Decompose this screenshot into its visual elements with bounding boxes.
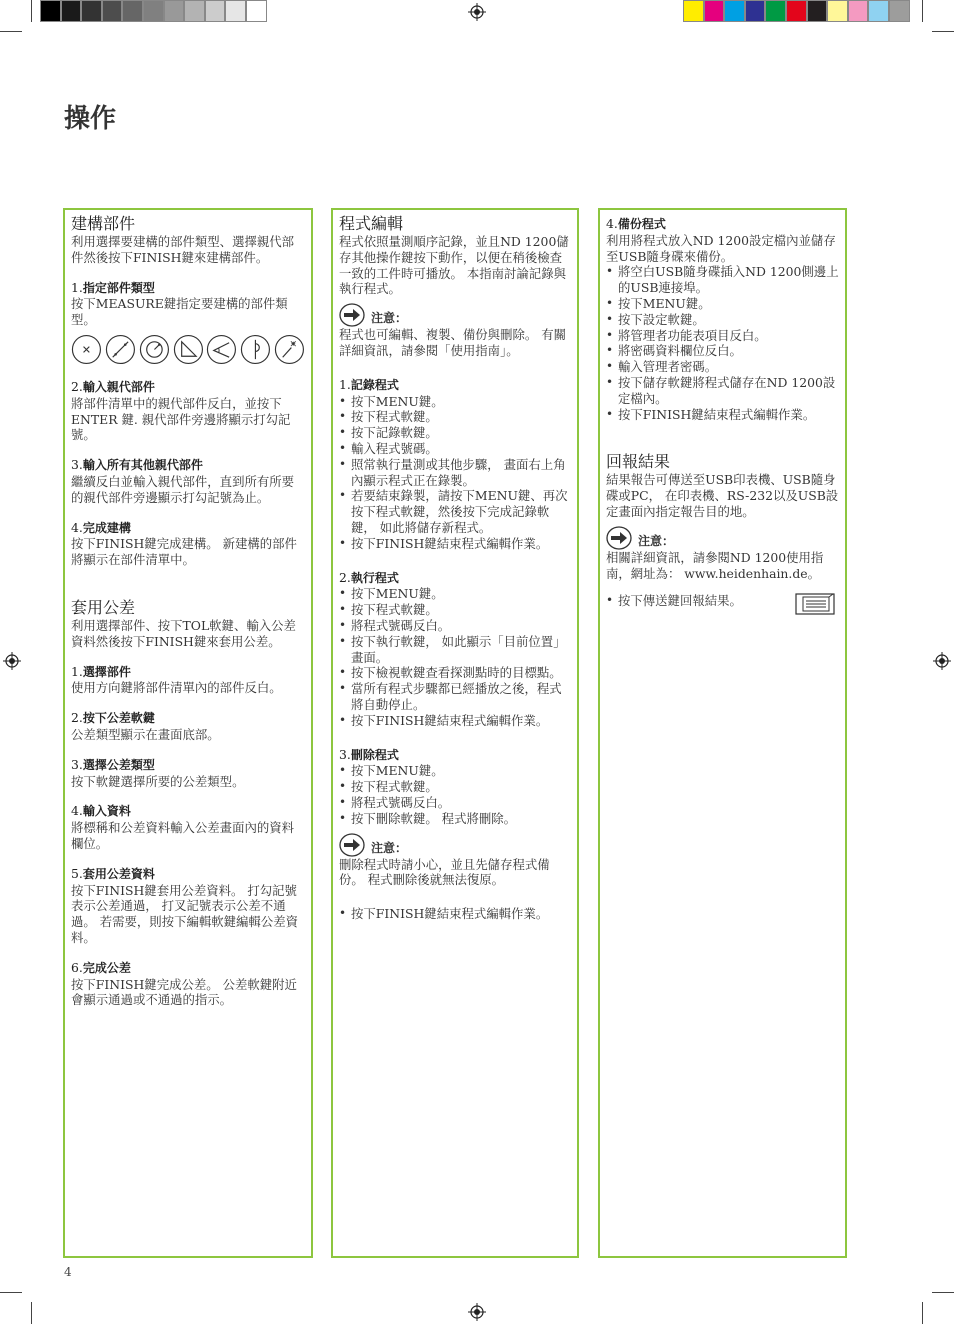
step-text: 按下MEASURE鍵指定要建構的部件類型。 (71, 296, 288, 328)
bullet-list (606, 593, 742, 609)
list-item: • 按下FINISH鍵結束程式編輯作業。 (339, 536, 571, 552)
step-title: 輸入資料 (82, 804, 131, 819)
crop-mark (31, 1302, 32, 1324)
step (71, 710, 305, 743)
step-number: 4. (71, 519, 83, 535)
bullet-list (339, 394, 571, 552)
color-swatch (164, 0, 185, 22)
feature-icons (71, 334, 305, 365)
step-number: 6. (71, 959, 83, 975)
list-item: • 按下FINISH鍵結束程式編輯作業。 (339, 906, 571, 922)
step-title: 完成建構 (82, 520, 131, 535)
color-swatch (704, 0, 725, 22)
list-item: • 按下FINISH鍵結束程式編輯作業。 (606, 407, 839, 423)
section-intro: 利用選擇要建構的部件類型、選擇親代部件然後按下FINISH鍵來建構部件。 (71, 234, 295, 265)
registration-mark-icon (468, 1303, 486, 1321)
list-item: • 按下執行軟鍵， 如此顯示「目前位置」畫面。 (339, 634, 571, 666)
registration-mark-icon (933, 652, 951, 670)
color-swatch (143, 0, 164, 22)
list-item: • 按下記錄軟鍵。 (339, 425, 571, 441)
registration-mark-icon (468, 3, 486, 21)
step-text: 繼續反白並輸入親代部件，直到所有所要的親代部件旁邊顯示打勾記號為止。 (71, 473, 295, 505)
list-item: • 按下程式軟鍵。 (339, 409, 571, 425)
color-swatch (102, 0, 123, 22)
step-text: 將標稱和公差資料輸入公差畫面內的資料欄位。 (71, 820, 295, 851)
crop-mark (922, 1302, 923, 1324)
color-swatch (81, 0, 102, 22)
crop-mark (0, 31, 22, 32)
step (71, 757, 305, 790)
point-icon (71, 334, 102, 365)
section-title: 建構部件 (71, 214, 136, 233)
step-title: 備份程式 (617, 217, 666, 231)
note-heading (606, 526, 839, 550)
list-item: • 照常執行量測或其他步驟， 畫面右上角內顯示程式正在錄製。 (339, 457, 571, 489)
color-swatch (765, 0, 786, 22)
step-text: 將部件清單中的親代部件反白，並按下 ENTER 鍵. 親代部件旁邊將顯示打勾記號。 (71, 395, 291, 443)
step-number: 5. (71, 865, 83, 881)
bullet-list (339, 586, 571, 728)
page-title: 操作 (64, 104, 117, 134)
step-number: 2. (71, 710, 83, 726)
step-number: 1. (71, 663, 83, 679)
crop-mark (932, 1292, 954, 1293)
color-swatch (246, 0, 267, 22)
note-heading (339, 833, 571, 857)
step-title: 輸入親代部件 (82, 379, 155, 394)
crop-mark (0, 1292, 22, 1293)
send-row (606, 593, 839, 615)
send-key-icon (795, 593, 835, 615)
note-label: 注意： (371, 840, 408, 855)
step (71, 520, 305, 568)
step (71, 960, 305, 1008)
crop-mark (922, 0, 923, 22)
circle-icon (139, 334, 170, 365)
step (71, 280, 305, 365)
color-swatch (786, 0, 807, 22)
note-text: 程式也可編輯、複製、備份與刪除。 有關詳細資訊，請參閱「使用指南」。 (339, 327, 566, 358)
color-bar (683, 0, 910, 22)
step-title: 按下公差軟鍵 (82, 711, 155, 726)
column-programming (331, 208, 579, 1258)
note-label: 注意： (638, 533, 675, 548)
step-number: 4. (71, 803, 83, 819)
section-intro: 利用選擇部件、按下TOL軟鍵、輸入公差資料然後按下FINISH鍵來套用公差。 (71, 617, 296, 649)
angle-icon (206, 334, 237, 365)
list-item: • 按下FINISH鍵結束程式編輯作業。 (339, 713, 571, 729)
plane-icon (240, 334, 271, 365)
crop-mark (31, 0, 32, 22)
arrow-right-icon (339, 303, 365, 327)
list-item: • 按下傳送鍵回報結果。 (606, 593, 742, 609)
column-construct-tolerance (63, 208, 313, 1258)
section-intro: 結果報告可傳送至USB印表機、USB隨身碟或PC， 在印表機、RS-232以及USB設定畫面內指定報告目的地。 (606, 472, 839, 519)
note-text: 刪除程式時請小心，並且先儲存程式備份。 程式刪除後就無法復原。 (339, 856, 550, 888)
list-item: • 輸入管理者密碼。 (606, 359, 839, 375)
section-title: 程式編輯 (339, 214, 404, 233)
step (71, 803, 305, 851)
bullet-list (606, 264, 839, 422)
step-title: 完成公差 (82, 960, 131, 975)
color-swatch (225, 0, 246, 22)
step-number: 2. (339, 569, 351, 585)
step-title: 選擇公差類型 (82, 757, 155, 772)
list-item: • 當所有程式步驟都已經播放之後，程式將自動停止。 (339, 681, 571, 713)
list-item: • 按下MENU鍵。 (339, 763, 571, 779)
crop-mark (932, 31, 954, 32)
color-swatch (683, 0, 704, 22)
list-item: • 若要結束錄製，請按下MENU鍵、再次按下程式軟鍵，然後按下完成記錄軟鍵， 如此將儲存新程式。 (339, 488, 571, 535)
bullet-list (339, 763, 571, 826)
step-text: 使用方向鍵將部件清單內的部件反白。 (71, 680, 282, 696)
gray-scale-bar (40, 0, 267, 22)
color-swatch (807, 0, 828, 22)
section-title: 套用公差 (71, 597, 136, 617)
color-swatch (868, 0, 889, 22)
step-title: 執行程式 (350, 570, 399, 585)
step-text: 按下FINISH鍵完成公差。 公差軟鍵附近會顯示通過或不通過的指示。 (71, 976, 297, 1008)
step-number: 2. (71, 378, 83, 394)
step (71, 457, 305, 505)
color-swatch (848, 0, 869, 22)
list-item: • 按下程式軟鍵。 (339, 602, 571, 618)
step (339, 747, 571, 827)
step-number: 3. (339, 746, 351, 762)
step-text: 按下FINISH鍵完成建構。 新建構的部件將顯示在部件清單中。 (71, 536, 297, 568)
line-icon (105, 334, 136, 365)
section-title: 回報結果 (606, 452, 671, 472)
list-item: • 按下MENU鍵。 (339, 394, 571, 410)
list-item: • 按下MENU鍵。 (339, 586, 571, 602)
list-item: • 將程式號碼反白。 (339, 795, 571, 811)
step (71, 664, 305, 697)
step (339, 377, 571, 552)
step (71, 379, 305, 443)
registration-mark-icon (3, 652, 21, 670)
step-title: 指定部件類型 (82, 280, 155, 295)
bullet-list (339, 906, 571, 922)
skew-icon (274, 334, 305, 365)
list-item: • 將空白USB隨身碟插入ND 1200側邊上的USB連接埠。 (606, 264, 839, 296)
step-title: 記錄程式 (350, 377, 399, 392)
step-text: 按下軟鍵選擇所要的公差類型。 (71, 773, 245, 789)
step-title: 刪除程式 (350, 747, 399, 762)
list-item: • 將程式號碼反白。 (339, 618, 571, 634)
arrow-right-icon (339, 833, 365, 857)
step-title: 套用公差資料 (82, 866, 155, 881)
step-number: 4. (606, 216, 618, 231)
step-number: 3. (71, 457, 83, 473)
step-number: 3. (71, 756, 83, 772)
color-swatch (827, 0, 848, 22)
step-number: 1. (71, 279, 83, 295)
step-title: 選擇部件 (82, 664, 131, 679)
list-item: • 按下程式軟鍵。 (339, 779, 571, 795)
note-label: 注意： (371, 311, 408, 326)
list-item: • 按下儲存軟鍵將程式儲存在ND 1200設定檔內。 (606, 375, 839, 407)
color-swatch (61, 0, 82, 22)
arrow-right-icon (606, 526, 632, 550)
page-number: 4 (64, 1265, 72, 1279)
color-swatch (40, 0, 61, 22)
list-item: • 將密碼資料欄位反白。 (606, 343, 839, 359)
step-text: 公差類型顯示在畫面底部。 (71, 726, 220, 742)
step (339, 570, 571, 729)
step-text: 按下FINISH鍵套用公差資料。 打勾記號表示公差通過， 打叉記號表示公差不通過。 若需要，則按下編輯軟鍵編輯公差資料。 (71, 882, 298, 945)
list-item: • 按下設定軟鍵。 (606, 312, 839, 328)
column-backup-report (598, 208, 847, 1258)
section-intro: 程式依照量測順序記錄，並且ND 1200儲存其他操作鍵按下動作，以便在稍後檢查一致的工件時可播放。 本指南討論記錄與執行程式。 (339, 234, 569, 297)
note-text: 相關詳細資訊，請參閱ND 1200使用指南，網址為： www.heidenhain.de。 (606, 549, 824, 581)
step-number: 1. (339, 376, 351, 392)
color-swatch (889, 0, 910, 22)
list-item: • 按下MENU鍵。 (606, 296, 839, 312)
color-swatch (184, 0, 205, 22)
color-swatch (205, 0, 226, 22)
step (71, 866, 305, 946)
color-swatch (724, 0, 745, 22)
list-item: • 按下刪除軟鍵。 程式將刪除。 (339, 811, 571, 827)
color-swatch (745, 0, 766, 22)
note-heading (339, 303, 571, 327)
distance-icon (173, 334, 204, 365)
list-item: • 輸入程式號碼。 (339, 441, 571, 457)
list-item: • 按下檢視軟鍵查看探測點時的目標點。 (339, 665, 571, 681)
list-item: • 將管理者功能表項目反白。 (606, 328, 839, 344)
color-swatch (122, 0, 143, 22)
section-intro: 利用將程式放入ND 1200設定檔內並儲存至USB隨身碟來備份。 (606, 232, 836, 264)
step-title: 輸入所有其他親代部件 (82, 458, 203, 473)
